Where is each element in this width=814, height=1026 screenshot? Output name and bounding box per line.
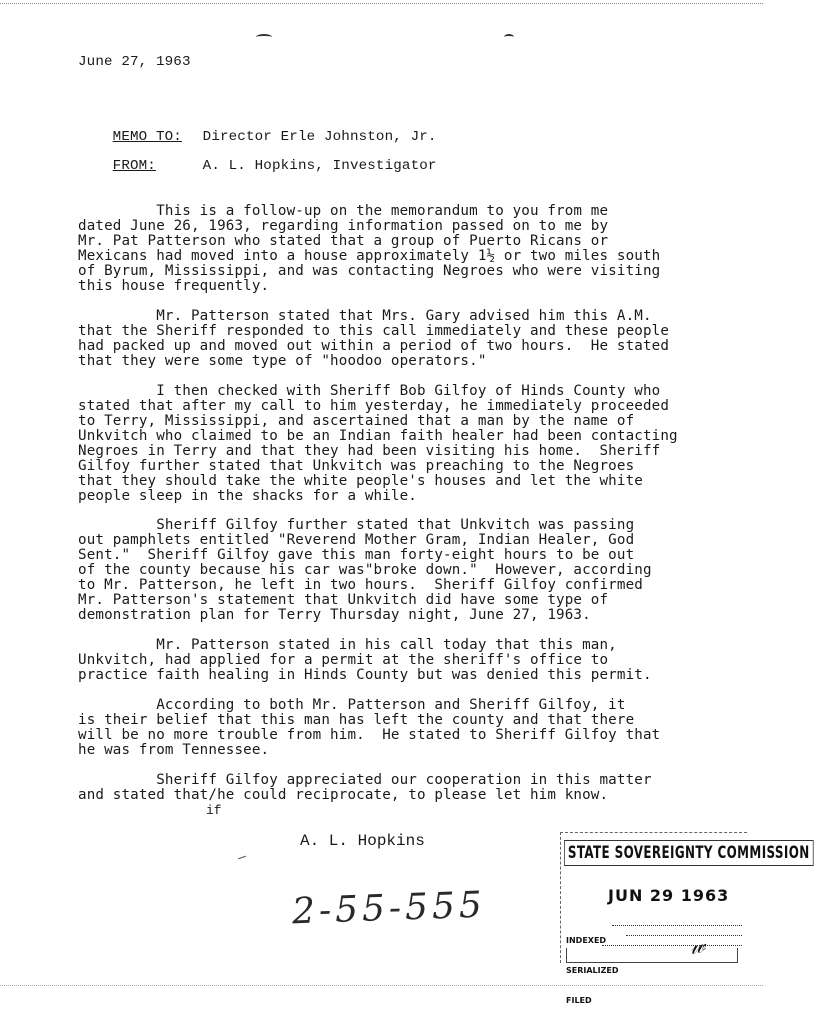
- memo-from-row: [78, 144, 437, 189]
- stamp-date: JUN 29 1963: [608, 886, 730, 905]
- stamp-bottom-box: [566, 948, 738, 963]
- memo-from-value: A. L. Hopkins, Investigator: [202, 158, 437, 174]
- body-paragraph-7: Sheriff Gilfoy appreciated our cooperation in this matter and stated that/he could reciprocate, to please let him know.: [78, 772, 652, 803]
- body-paragraph-4: Sheriff Gilfoy further stated that Unkvitch was passing out pamphlets entitled "Reverend Mother Gram, Indian Healer, God Sent." Sheriff Gilfoy gave this man forty-eight hours to be out of the county because his car was"broke down." However, according to Mr. Patterson, he left in two hours. Sheriff Gilfoy confirmed Mr. Patterson's statement that Unkvitch did have some type of demonstration plan for Terry Thursday night, June 27, 1963.: [78, 517, 652, 623]
- body-paragraph-2: Mr. Patterson stated that Mrs. Gary advised him this A.M. that the Sheriff responded to this call immediately and these people had packed up and moved out within a period of two hours. He stated that they were some type of "hoodoo operators.": [78, 308, 670, 369]
- stamp-title: STATE SOVEREIGNTY COMMISSION: [564, 840, 814, 866]
- handwritten-insertion: if: [206, 803, 222, 818]
- top-border-rule: [0, 3, 763, 4]
- body-paragraph-5: Mr. Patterson stated in his call today that this man, Unkvitch, had applied for a permit at the sheriff's office to practice faith healing in Hinds County but was denied this permit.: [78, 637, 652, 683]
- scan-mark: [256, 34, 272, 40]
- stamp-filed-label: FILED: [566, 996, 592, 1005]
- received-stamp: [560, 828, 810, 1005]
- body-paragraph-3: I then checked with Sheriff Bob Gilfoy of Hinds County who stated that after my call to him yesterday, he immediately proceeded to Terry, Mississippi, and ascertained that a man by the name of Unkvitch who claimed to be an Indian faith healer had been contacting Negroes in Terry and that they had been visiting his home. Sheriff Gilfoy further stated that Unkvitch was preaching to the Negroes that they should take the white people's houses and let the white people sleep in the shacks for a while.: [78, 383, 678, 504]
- pen-mark: [238, 856, 246, 860]
- stamp-fields: [566, 916, 619, 1026]
- stamp-indexed-label: INDEXED: [566, 936, 607, 945]
- body-paragraph-1: This is a follow-up on the memorandum to you from me dated June 26, 1963, regarding information passed on to me by Mr. Pat Patterson who stated that a group of Puerto Ricans or Mexicans had moved into a house approximately 1½ or two miles south of Byrum, Mississippi, and was contacting Negroes who were visiting this house frequently.: [78, 203, 661, 294]
- memo-to-value: Director Erle Johnston, Jr.: [202, 129, 437, 145]
- stamp-serialized-label: SERIALIZED: [566, 966, 619, 975]
- stamp-serialized-line: [626, 935, 742, 936]
- stamp-indexed-line: [612, 925, 742, 926]
- memo-to-label: MEMO TO:: [112, 129, 182, 145]
- bottom-border-rule: [0, 985, 763, 986]
- memo-from-label: FROM:: [112, 158, 156, 174]
- signature-name: A. L. Hopkins: [300, 832, 425, 850]
- body-paragraph-6: According to both Mr. Patterson and Sheriff Gilfoy, it is their belief that this man has left the county and that there will be no more trouble from him. He stated to Sheriff Gilfoy that he was from Tennessee.: [78, 697, 661, 758]
- handwritten-file-number: 2-55-555: [291, 884, 487, 933]
- stamp-filed-line: [602, 945, 742, 946]
- scan-mark: [504, 34, 514, 40]
- memo-date: June 27, 1963: [78, 54, 191, 70]
- stamp-initials-mark: 𝓌: [687, 932, 708, 961]
